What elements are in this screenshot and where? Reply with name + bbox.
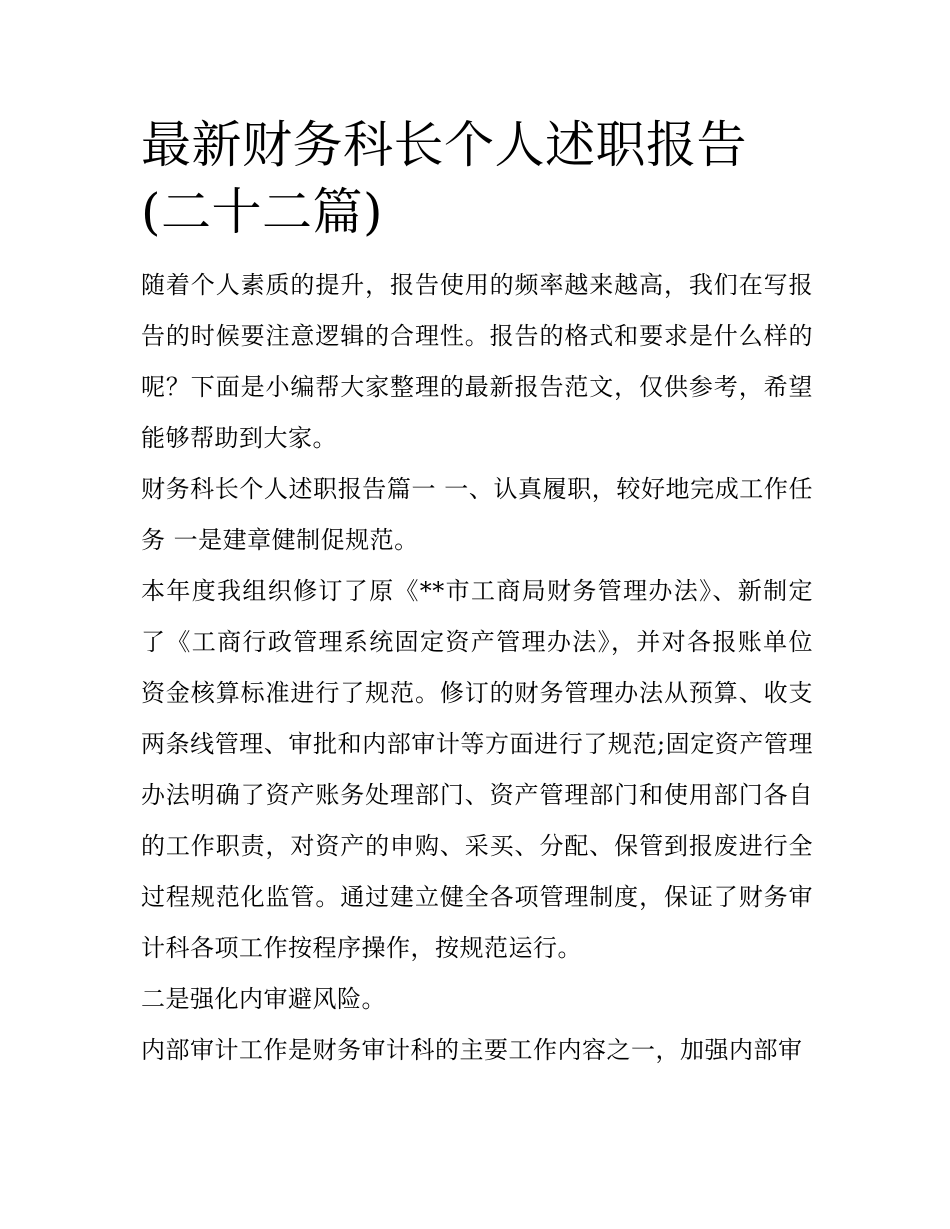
paragraph-internal-audit: 内部审计工作是财务审计科的主要工作内容之一，加强内部审 <box>141 1036 803 1064</box>
paragraph-intro: 随着个人素质的提升，报告使用的频率越来越高，我们在写报告的时候要注意逻辑的合理性。报告的格式和要求是什么样的呢？下面是小编帮大家整理的最新报告范文，仅供参考，希望能够帮助到大家。 <box>141 271 813 452</box>
paragraph-section-one: 财务科长个人述职报告篇一 一、认真履职，较好地完成工作任务 一是建章健制促规范。 <box>141 475 813 554</box>
document-title: 最新财务科长个人述职报告(二十二篇) <box>141 116 747 241</box>
document-page <box>141 112 813 1076</box>
paragraph-regulations: 本年度我组织修订了原《**市工商局财务管理办法》、新制定了《工商行政管理系统固定资产管理办法》，并对各报账单位资金核算标准进行了规范。修订的财务管理办法从预算、收支两条线管理、审批和内部审计等方面进行了规范;固定资产管理办法明确了资产账务处理部门、资产管理部门和使用部门各自的工作职责，对资产的申购、采买、分配、保管到报废进行全过程规范化监管。通过建立健全各项管理制度，保证了财务审计科各项工作按程序操作，按规范运行。 <box>141 577 813 962</box>
paragraph-audit-heading: 二是强化内审避风险。 <box>141 985 386 1013</box>
